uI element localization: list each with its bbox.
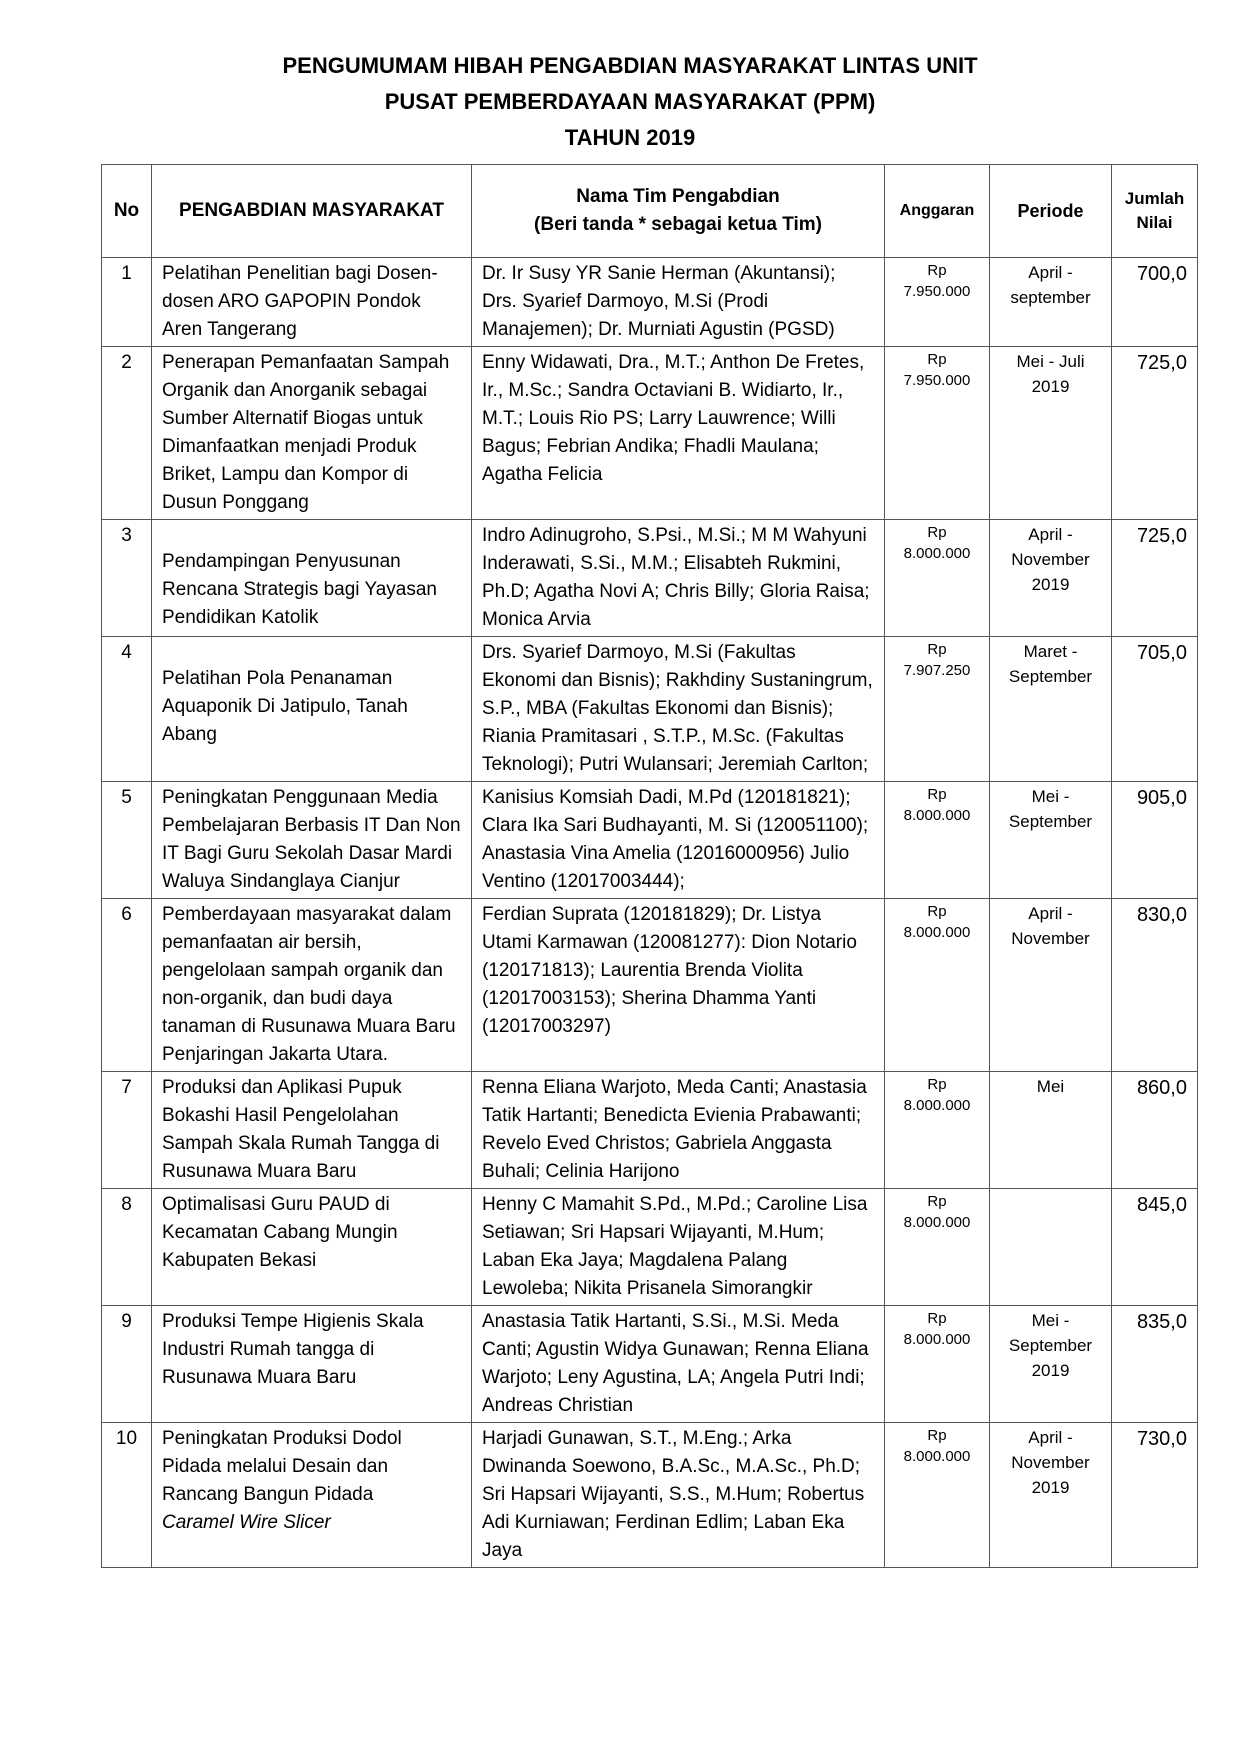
row-anggaran — [885, 637, 990, 782]
row-tim-text: Ferdian Suprata (120181829); Dr. Listya Utami Karmawan (120081277): Dion Notario (120171813); Laurentia Brenda Violita (12017003153); Sherina Dhamma Yanti (12017003297) — [482, 904, 857, 1037]
row-nilai — [1112, 782, 1198, 899]
row-no — [102, 520, 152, 637]
row-periode — [990, 1423, 1112, 1568]
row-nilai — [1112, 258, 1198, 347]
row-nilai-text: 730,0 — [1136, 1428, 1187, 1450]
header-tim-line2: (Beri tanda * sebagai ketua Tim) — [534, 214, 822, 235]
anggaran-amount: 8.000.000 — [903, 807, 971, 824]
row-tim — [472, 1423, 885, 1568]
row-tim-text: Harjadi Gunawan, S.T., M.Eng.; Arka Dwinanda Soewono, B.A.Sc., M.A.Sc., Ph.D; Sri Hapsari Wijayanti, S.S., M.Hum; Robertus Adi Kurniawan; Ferdinan Edlim; Laban Eka Jaya — [482, 1428, 865, 1561]
row-pengabdian — [152, 782, 472, 899]
row-pengabdian — [152, 347, 472, 520]
row-periode-text: April - November 2019 — [1011, 525, 1090, 594]
anggaran-currency: Rp — [927, 786, 947, 803]
anggaran-currency: Rp — [927, 1076, 947, 1093]
row-pengabdian-text: Pelatihan Penelitian bagi Dosen-dosen ARO GAPOPIN Pondok Aren Tangerang — [162, 263, 438, 340]
row-tim-text: Kanisius Komsiah Dadi, M.Pd (120181821); Clara Ika Sari Budhayanti, M. Si (120051100); Anastasia Vina Amelia (12016000956) Julio Ventino (12017003444); — [482, 787, 869, 892]
anggaran-currency: Rp — [927, 1193, 947, 1210]
anggaran-currency: Rp — [927, 1427, 947, 1444]
row-no — [102, 347, 152, 520]
row-no — [102, 1306, 152, 1423]
row-anggaran — [885, 520, 990, 637]
title-line-2: PUSAT PEMBERDAYAAN MASYARAKAT (PPM) — [384, 89, 876, 114]
row-tim-text: Renna Eliana Warjoto, Meda Canti; Anastasia Tatik Hartanti; Benedicta Evienia Prabawanti; Revelo Eved Christos; Gabriela Anggasta Buhali; Celinia Harijono — [482, 1077, 867, 1182]
row-tim-text: Henny C Mamahit S.Pd., M.Pd.; Caroline Lisa Setiawan; Sri Hapsari Wijayanti, M.Hum; Laban Eka Jaya; Magdalena Palang Lewoleba; Nikita Prisanela Simorangkir — [482, 1194, 868, 1299]
header-pengabdian: PENGABDIAN MASYARAKAT — [152, 165, 472, 258]
anggaran-amount: 7.907.250 — [903, 662, 971, 679]
row-periode — [990, 782, 1112, 899]
row-periode-text: April - November 2019 — [1011, 1428, 1090, 1497]
row-anggaran — [885, 1189, 990, 1306]
row-periode-text: Mei — [1036, 1077, 1065, 1096]
row-periode-text: Mei - September 2019 — [1008, 1311, 1093, 1380]
table-row — [102, 520, 1198, 637]
row-no-text: 2 — [121, 352, 132, 373]
table-row — [102, 899, 1198, 1072]
row-no — [102, 782, 152, 899]
table-row — [102, 1189, 1198, 1306]
row-pengabdian-text: Pelatihan Pola Penanaman Aquaponik Di Jatipulo, Tanah Abang — [162, 668, 408, 745]
anggaran-currency: Rp — [927, 641, 947, 658]
title-line-3: TAHUN 2019 — [564, 125, 696, 150]
row-nilai-text: 830,0 — [1136, 904, 1187, 926]
row-tim-text: Anastasia Tatik Hartanti, S.Si., M.Si. Meda Canti; Agustin Widya Gunawan; Renna Eliana Warjoto; Leny Agustina, LA; Angela Putri Indi; Andreas Christian — [482, 1311, 869, 1416]
title-line-1: PENGUMUMAM HIBAH PENGABDIAN MASYARAKAT LINTAS UNIT — [282, 53, 978, 78]
row-periode-text: Mei - September — [1008, 787, 1093, 831]
row-tim-text: Enny Widawati, Dra., M.T.; Anthon De Fretes, Ir., M.Sc.; Sandra Octaviani B. Widiarto, Ir., M.T.; Louis Rio PS; Larry Lauwrence; Willi Bagus; Febrian Andika; Fhadli Maulana; Agatha Felicia — [482, 352, 865, 485]
anggaran-amount: 7.950.000 — [903, 283, 971, 300]
row-pengabdian — [152, 1072, 472, 1189]
header-jumlah — [1112, 165, 1198, 258]
table-body — [102, 258, 1198, 1568]
grant-table — [101, 164, 1198, 1568]
row-nilai-text: 725,0 — [1136, 525, 1187, 547]
row-no-text: 8 — [121, 1194, 132, 1215]
row-no — [102, 899, 152, 1072]
header-jumlah-line2: Nilai — [1136, 213, 1173, 232]
row-nilai-text: 725,0 — [1136, 352, 1187, 374]
header-tim-line1: Nama Tim Pengabdian — [576, 186, 780, 207]
row-anggaran — [885, 1306, 990, 1423]
row-periode-text: Maret - September — [1008, 642, 1093, 686]
row-tim — [472, 1072, 885, 1189]
anggaran-amount: 8.000.000 — [903, 1448, 971, 1465]
row-no-text: 5 — [121, 787, 132, 808]
header-periode: Periode — [990, 165, 1112, 258]
row-pengabdian-text: Pemberdayaan masyarakat dalam pemanfaatan air bersih, pengelolaan sampah organik dan non-organik, dan budi daya tanaman di Rusunawa Muara Baru Penjaringan Jakarta Utara. — [162, 904, 456, 1065]
table-row — [102, 1423, 1198, 1568]
row-nilai — [1112, 1072, 1198, 1189]
row-no — [102, 637, 152, 782]
row-nilai — [1112, 1423, 1198, 1568]
anggaran-amount: 8.000.000 — [903, 1214, 971, 1231]
row-pengabdian-text: Peningkatan Produksi Dodol Pidada melalui Desain dan Rancang Bangun Pidada — [162, 1428, 402, 1505]
row-tim-text: Indro Adinugroho, S.Psi., M.Si.; M M Wahyuni Inderawati, S.Si., M.M.; Elisabteh Rukmini, Ph.D; Agatha Novi A; Chris Billy; Gloria Raisa; Monica Arvia — [482, 525, 870, 630]
row-nilai-text: 905,0 — [1136, 787, 1187, 809]
table-row — [102, 782, 1198, 899]
table-row — [102, 347, 1198, 520]
row-periode — [990, 1189, 1112, 1306]
row-periode-text: April - November — [1011, 904, 1090, 948]
row-periode — [990, 1072, 1112, 1189]
row-anggaran — [885, 258, 990, 347]
row-periode — [990, 637, 1112, 782]
anggaran-currency: Rp — [927, 524, 947, 541]
row-tim — [472, 1189, 885, 1306]
row-no-text: 6 — [121, 904, 132, 925]
row-periode-text: April - september — [1010, 263, 1091, 307]
header-anggaran: Anggaran — [885, 165, 990, 258]
row-no — [102, 1423, 152, 1568]
row-pengabdian-text: Penerapan Pemanfaatan Sampah Organik dan Anorganik sebagai Sumber Alternatif Biogas untuk Dimanfaatkan menjadi Produk Briket, Lampu dan Kompor di Dusun Ponggang — [162, 352, 450, 513]
row-tim — [472, 258, 885, 347]
row-tim — [472, 782, 885, 899]
row-no — [102, 1072, 152, 1189]
row-pengabdian — [152, 637, 472, 782]
row-tim — [472, 899, 885, 1072]
anggaran-currency: Rp — [927, 903, 947, 920]
document-title — [0, 48, 1240, 156]
row-anggaran — [885, 347, 990, 520]
row-nilai — [1112, 520, 1198, 637]
anggaran-amount: 8.000.000 — [903, 1097, 971, 1114]
row-pengabdian — [152, 1306, 472, 1423]
row-pengabdian — [152, 899, 472, 1072]
row-anggaran — [885, 782, 990, 899]
row-no-text: 1 — [121, 263, 132, 284]
anggaran-amount: 7.950.000 — [903, 372, 971, 389]
table-row — [102, 1072, 1198, 1189]
row-pengabdian — [152, 1189, 472, 1306]
row-nilai-text: 860,0 — [1136, 1077, 1187, 1099]
anggaran-amount: 8.000.000 — [903, 545, 971, 562]
anggaran-amount: 8.000.000 — [903, 924, 971, 941]
row-no — [102, 258, 152, 347]
row-anggaran — [885, 1423, 990, 1568]
row-tim — [472, 520, 885, 637]
table-header-row — [102, 165, 1198, 258]
row-pengabdian-text: Optimalisasi Guru PAUD di Kecamatan Cabang Mungin Kabupaten Bekasi — [162, 1194, 398, 1271]
row-no — [102, 1189, 152, 1306]
row-no-text: 10 — [115, 1428, 138, 1449]
row-nilai — [1112, 1306, 1198, 1423]
row-anggaran — [885, 1072, 990, 1189]
row-pengabdian-text: Peningkatan Penggunaan Media Pembelajaran Berbasis IT Dan Non IT Bagi Guru Sekolah Dasar Mardi Waluya Sindanglaya Cianjur — [162, 787, 461, 892]
anggaran-currency: Rp — [927, 351, 947, 368]
row-nilai-text: 705,0 — [1136, 642, 1187, 664]
row-nilai-text: 700,0 — [1136, 263, 1187, 285]
row-tim — [472, 1306, 885, 1423]
row-nilai — [1112, 637, 1198, 782]
anggaran-currency: Rp — [927, 262, 947, 279]
row-periode — [990, 899, 1112, 1072]
row-no-text: 3 — [121, 525, 132, 546]
header-jumlah-line1: Jumlah — [1124, 189, 1185, 208]
row-pengabdian-text: Produksi dan Aplikasi Pupuk Bokashi Hasil Pengelolahan Sampah Skala Rumah Tangga di Rusunawa Muara Baru — [162, 1077, 440, 1182]
anggaran-amount: 8.000.000 — [903, 1331, 971, 1348]
row-no-text: 9 — [121, 1311, 132, 1332]
row-nilai-text: 835,0 — [1136, 1311, 1187, 1333]
row-anggaran — [885, 899, 990, 1072]
header-tim — [472, 165, 885, 258]
row-tim-text: Dr. Ir Susy YR Sanie Herman (Akuntansi); Drs. Syarief Darmoyo, M.Si (Prodi Manajemen); Dr. Murniati Agustin (PGSD) — [482, 263, 836, 340]
table-row — [102, 1306, 1198, 1423]
row-pengabdian-text: Pendampingan Penyusunan Rencana Strategis bagi Yayasan Pendidikan Katolik — [162, 551, 437, 628]
table-row — [102, 258, 1198, 347]
row-periode — [990, 347, 1112, 520]
row-pengabdian-text: Produksi Tempe Higienis Skala Industri Rumah tangga di Rusunawa Muara Baru — [162, 1311, 424, 1388]
row-periode — [990, 520, 1112, 637]
row-no-text: 4 — [121, 642, 132, 663]
row-tim — [472, 637, 885, 782]
header-no: No — [102, 165, 152, 258]
row-periode-text: Mei - Juli 2019 — [1016, 352, 1085, 396]
table-row — [102, 637, 1198, 782]
row-tim — [472, 347, 885, 520]
row-nilai — [1112, 1189, 1198, 1306]
row-pengabdian-italic: Caramel Wire Slicer — [162, 1512, 331, 1533]
row-periode — [990, 1306, 1112, 1423]
row-no-text: 7 — [121, 1077, 132, 1098]
anggaran-currency: Rp — [927, 1310, 947, 1327]
row-pengabdian — [152, 520, 472, 637]
row-nilai-text: 845,0 — [1136, 1194, 1187, 1216]
row-periode — [990, 258, 1112, 347]
row-pengabdian — [152, 258, 472, 347]
row-nilai — [1112, 899, 1198, 1072]
row-nilai — [1112, 347, 1198, 520]
row-pengabdian — [152, 1423, 472, 1568]
row-tim-text: Drs. Syarief Darmoyo, M.Si (Fakultas Ekonomi dan Bisnis); Rakhdiny Sustaningrum, S.P., MBA (Fakultas Ekonomi dan Bisnis); Riania Pramitasari , S.T.P., M.Sc. (Fakultas Teknologi); Putri Wulansari; Jeremiah Carlton; — [482, 642, 873, 775]
